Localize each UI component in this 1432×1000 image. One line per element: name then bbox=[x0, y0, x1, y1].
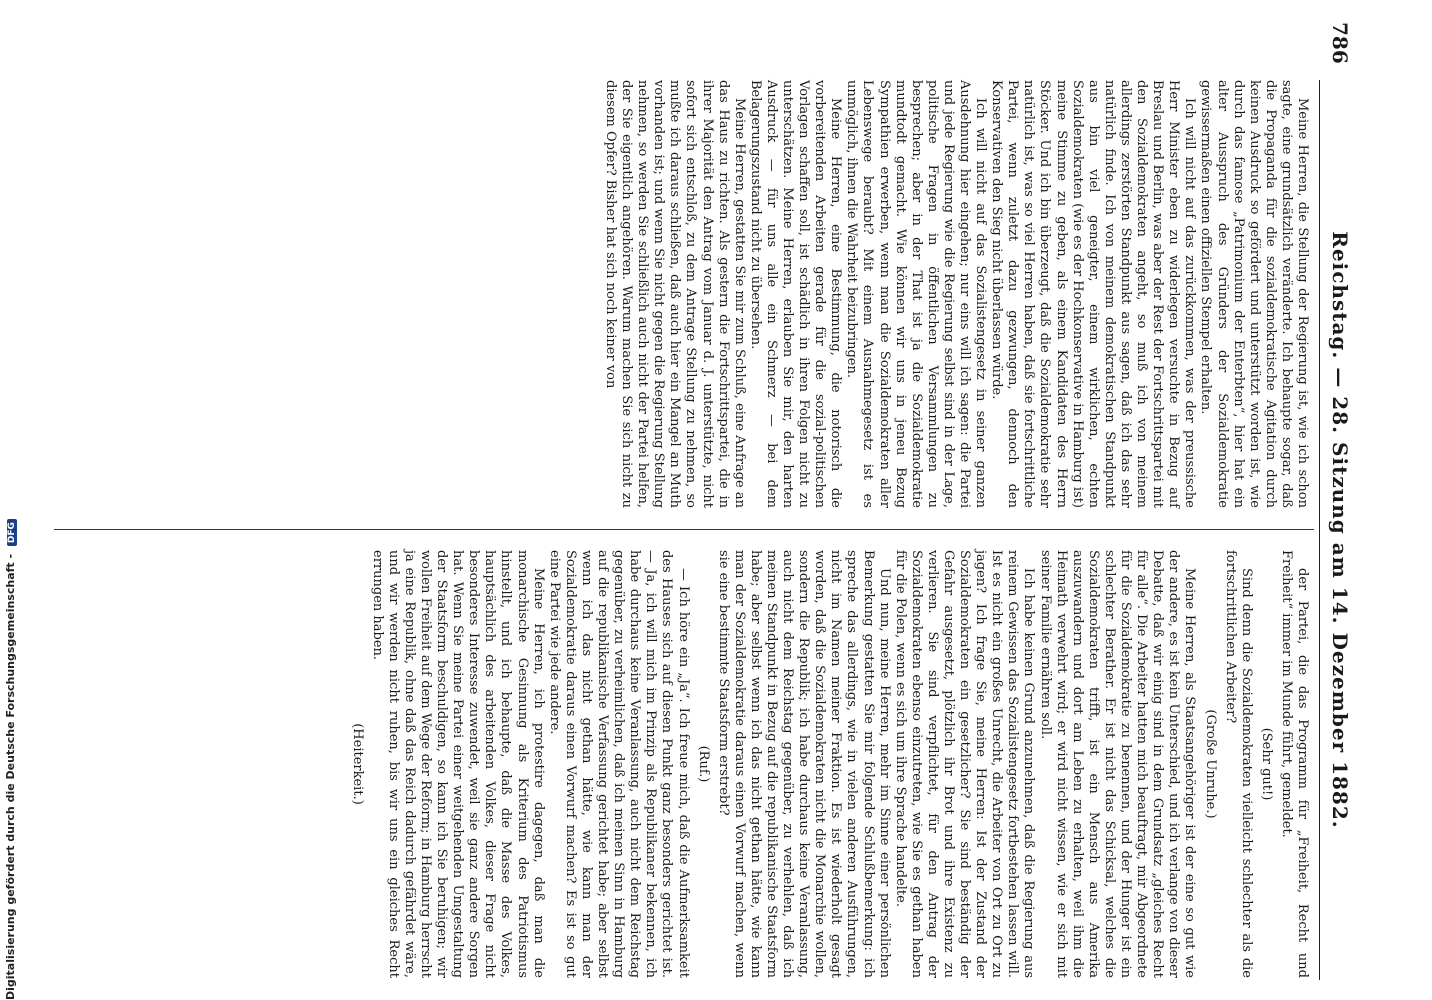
paragraph: Ich will nicht auf das Sozialistengesetz in seiner ganzen Ausdehnung hier eingehen; nur eins will ich sagen: die Partei und jede Regierung wie die Regierung selbst sind in der Lage, politische Fragen in öffentlichen Versammlungen zu besprechen; aber in der That ist ja die Sozialdemokratie mundtodt gemacht. Wie können wir uns in jeneu Bezug Sympathien erwerben, wenn man die Sozialdemokraten aller Lebenswege beraubt? Mit einem Ausnahmegesetz ist es unmöglich, ihnen die Wahrheit beizubringen. bbox=[844, 80, 989, 508]
interjection: (Ruf.) bbox=[695, 745, 711, 783]
digitization-credit bbox=[4, 0, 18, 1000]
interjection: (Sehr gut!) bbox=[1258, 727, 1274, 801]
page-title: Reichstag. — 28. Sitzung am 14. Dezember 1882. bbox=[1328, 231, 1352, 829]
left-column bbox=[602, 80, 1310, 508]
interjection: (Heiterkeit.) bbox=[349, 723, 365, 805]
paragraph: Meine Herren, die Stellung der Regierung ist, wie ich schon sagte, eine grundsätzlich veränderte. Ich behaupte sogar, daß die Propaganda für die sozialdemokratische Agitation durch keinen Ausdruck so gefördert und unterstützt worden ist, wie durch das famose „Patrimonium der Enterbten“, hier hat ein alter Ausspruch des Gründers der Sozialdemokratie gewissermaßen einen offiziellen Stempel erhalten. bbox=[1198, 80, 1310, 508]
right-column bbox=[345, 550, 1310, 978]
paragraph: Ich will nicht auf das zurückkommen, was der preussische Herr Minister eben zu widerlegen versuchte in Bezug auf Breslau und Berlin, was aber der Rest der Fortschrittspartei mit den Sozialdemokraten angeht, so muß ich von meinem allerdings zerstörten Standpunkt aus sagen, daß ich das sehr natürlich finde. Ich von meinem demokratischen Standpunkt aus bin viel geneigter, einem wirklichen, echten Sozialdemokraten (wie es der Hochkonservative in Hamburg ist) meine Stimme zu geben, als einem Kandidaten des Herrn Stöcker. Und ich bin überzeugt, daß die Sozialdemokratie sehr natürlich ist, was so viel Herren haben, daß sie fortschrittliche Partei, wenn zuletzt dazu gezwungen, dennoch den Konservativen den Sieg nicht überlassen würde. bbox=[989, 80, 1198, 508]
page-number: 786 bbox=[1328, 22, 1352, 64]
header-rule bbox=[1319, 80, 1320, 980]
dfg-logo: DFG bbox=[7, 519, 17, 546]
paragraph: Meine Herren, als Staatsangehöriger ist der eine so gut wie der andere, es ist kein Unterschied, und ich verlange von dieser Debatte, daß wir einig sind in dem Grundsatz „gleiches Recht für alle“. Die Arbeiter hatten mich beauftragt, mir Abgeordnete für die Sozialdemokratie zu benennen, und der Hunger ist ein schlechter Berather. Er ist nicht das Schicksal, welches die Sozialdemokraten trifft, ist ein Mensch aus Amerika auszuwandern und dort am Leben zu erhalten, weil ihm die Heimath verwehrt wird; er wird nicht wissen, wie er sich mit seiner Familie ernähren soll. bbox=[1037, 550, 1198, 978]
paragraph: Meine Herren, gestatten Sie mir zum Schluß, eine Anfrage an das Haus zu richten. Als gestern die Fortschrittspartei, die in ihrer Majorität den Antrag vom Januar d. J. unterstützte, nicht sofort sich entschloß, zu dem Antrage Stellung zu nehmen, so mußte ich daraus schließen, daß auch hier ein Mangel an Muth vorhanden ist; und wenn Sie nicht gegen die Regierung Stellung nehmen, so werden Sie schließlich auch nicht der Partei helfen, der Sie eigentlich angehören. Warum machen Sie sich nicht zu diesem Opfer? Bisher hat sich noch keiner von bbox=[602, 80, 747, 508]
credit-text: Digitalisierung gefördert durch die Deutsche Forschungsgemeinschaft - bbox=[4, 553, 17, 1000]
paragraph: Sind denn die Sozialdemokraten vielleicht schlechter als die fortschrittlichen Arbeiter? bbox=[1222, 550, 1254, 978]
rotated-text-page bbox=[60, 22, 1352, 980]
paragraph: Meine Herren, ich protestire dagegen, daß man die monarchische Gesinnung als Kriterium des Patriotismus hinstellt, und ich behaupte, daß die Masse des Volkes, hauptsächlich des arbeitenden Volkes, dieser Frage nicht besonderes Interesse zuwendet, weil sie ganz andere Sorgen hat. Wenn Sie meine Partei einer weitgehenden Umgestaltung der Staatsform beschuldigen, so kann ich Sie beruhigen; wir wollen Freiheit auf dem Wege der Reform; in Hamburg herrscht ja eine Republik, ohne daß das Reich dadurch gefährdet wäre, und wir werden nicht ruhen, bis wir uns ein gleiches Recht errungen haben. bbox=[369, 550, 546, 978]
page-header bbox=[1326, 22, 1352, 980]
paragraph: Ich habe keinen Grund anzunehmen, daß die Regierung aus reinem Gewissen das Sozialistengesetz fortbestehen lassen will. Ist es nicht ein großes Unrecht, die Arbeiter von Ort zu Ort zu jagen? Ich frage Sie, meine Herren: Ist der Zustand der Sozialdemokraten ein gesetzlicher? Sie sind beständig der Gefahr ausgesetzt, plötzlich ihr Brot und ihre Existenz zu verlieren. Sie sind verpflichtet, für den Antrag der Sozialdemokraten ebenso einzutreten, wie Sie es gethan haben für die Polen, wenn es sich um ihre Sprache handelte. bbox=[892, 550, 1037, 978]
paragraph: Meine Herren, eine Bestimmung, die notorisch die vorbereitenden Arbeiten gerade für die sozial-politischen Vorlagen schaffen soll, ist schädlich in ihren Folgen nicht zu unterschätzen. Meine Herren, erlauben Sie mir, den harten Ausdruck — für uns alle ein Schmerz — bei dem Belagerungszustand nicht zu übersehen. bbox=[747, 80, 844, 508]
interjection: (Große Unruhe.) bbox=[1202, 709, 1218, 819]
paragraph: — Ich höre ein „Ja“. Ich freue mich, daß die Aufmerksamkeit des Hauses sich auf diesen Punkt ganz besonders gerichtet ist. — Ja, ich will mich im Prinzip als Republikaner bekennen, ich habe durchaus keine Veranlassung, auch nicht dem Reichstag gegenüber, zu verheimlichen, daß ich meinen Sinn in Hamburg auf die republikanische Verfassung gerichtet habe; aber selbst wenn ich das nicht gethan hätte, wie kann man der Sozialdemokratie daraus einen Vorwurf machen? Es ist so gut eine Partei wie jede andere. bbox=[546, 550, 691, 978]
paragraph: Und nun, meine Herren, mehr im Sinne einer persönlichen Bemerkung gestatten Sie mir folgende Schlußbemerkung: ich spreche das allerdings, wie in vielen anderen Ausführungen, nicht im Namen meiner Fraktion. Es ist wiederholt gesagt worden, daß die Sozialdemokraten nicht die Monarchie wollen, sondern die Republik; ich habe durchaus keine Veranlassung, auch nicht dem Reichstag gegenüber, zu verhehlen, daß ich meinen Standpunkt in Bezug auf die republikanische Staatsform habe; aber selbst wenn ich das nicht gethan hätte, wie kann man der Sozialdemokratie daraus einen Vorwurf machen, wenn sie eine bestimmte Staatsform erstrebt? bbox=[715, 550, 892, 978]
paragraph: der Partei, die das Programm für „Freiheit, Recht und Freiheit“ immer im Munde führt, gemeldet. bbox=[1278, 550, 1310, 978]
column-divider bbox=[54, 529, 1314, 530]
